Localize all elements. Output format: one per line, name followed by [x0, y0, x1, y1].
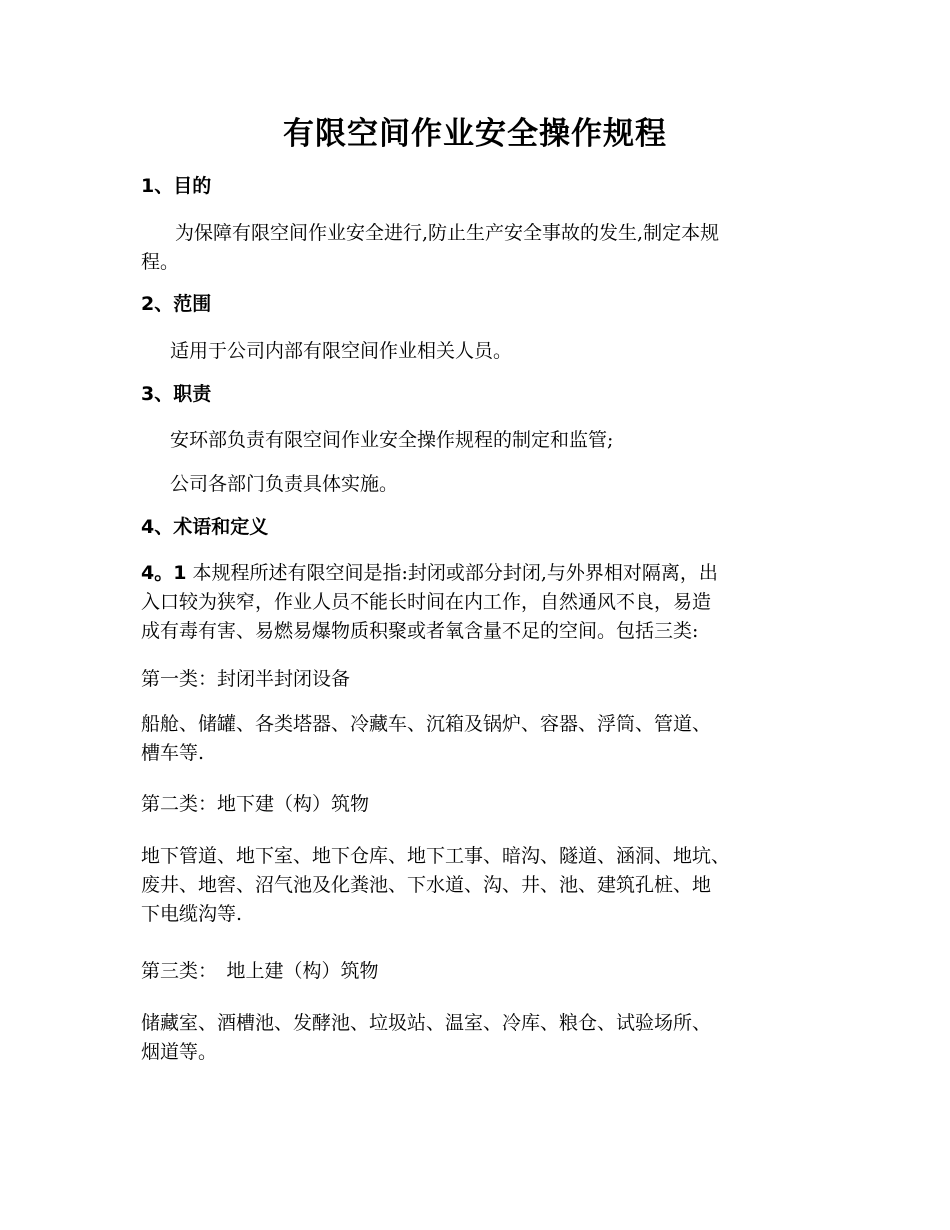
- category-1-list: [141, 710, 811, 768]
- duties-line-2: 公司各部门负责具体实施。: [170, 473, 399, 495]
- purpose-line-1: 为保障有限空间作业安全进行,防止生产安全事故的发生,制定本规: [175, 222, 720, 244]
- section-heading-terms: 4、术语和定义: [141, 516, 269, 538]
- category-3-title: [141, 957, 811, 986]
- terms-clause-paragraph: [141, 559, 811, 646]
- category-2-title: [141, 790, 811, 819]
- terms-clause-line-2: 入口较为狭窄，作业人员不能长时间在内工作，自然通风不良，易造: [141, 591, 712, 613]
- category-3-line-1: 储藏室、酒槽池、发酵池、垃圾站、温室、冷库、粮仓、试验场所、: [141, 1012, 712, 1034]
- document-title: 有限空间作业安全操作规程: [283, 116, 667, 152]
- category-1-line-1: 船舱、储罐、各类塔器、冷藏车、沉箱及锅炉、容器、浮筒、管道、: [141, 713, 712, 735]
- category-2-list: [141, 842, 811, 929]
- category-3-line-2: 烟道等。: [141, 1041, 218, 1063]
- category-1-title-text: 第一类：封闭半封闭设备: [141, 668, 351, 690]
- duties-paragraph-2: [141, 470, 811, 499]
- category-3-title-text: 第三类： 地上建（构）筑物: [141, 960, 379, 982]
- category-2-line-1: 地下管道、地下室、地下仓库、地下工事、暗沟、隧道、涵洞、地坑、: [141, 845, 731, 867]
- section-heading-duties: 3、职责: [141, 383, 212, 405]
- category-2-title-text: 第二类：地下建（构）筑物: [141, 793, 370, 815]
- category-1-title: [141, 665, 811, 694]
- category-1-line-2: 槽车等.: [141, 742, 205, 764]
- terms-clause-line-1: [141, 559, 811, 588]
- duties-line-1: 安环部负责有限空间作业安全操作规程的制定和监管;: [170, 429, 614, 451]
- category-2-line-2: 废井、地窖、沼气池及化粪池、下水道、沟、井、池、建筑孔桩、地: [141, 874, 712, 896]
- section-heading-purpose: 1、目的: [141, 175, 212, 197]
- purpose-paragraph: [141, 219, 811, 277]
- duties-paragraph-1: [141, 426, 811, 455]
- category-3-list: [141, 1009, 811, 1067]
- terms-clause-line-3: 成有毒有害、易燃易爆物质积聚或者氧含量不足的空间。包括三类:: [141, 620, 699, 642]
- scope-line: 适用于公司内部有限空间作业相关人员。: [170, 340, 513, 362]
- scope-paragraph: [141, 337, 811, 366]
- purpose-line-2: 程。: [141, 251, 180, 273]
- section-heading-scope: 2、范围: [141, 293, 212, 315]
- category-2-line-3: 下电缆沟等.: [141, 903, 243, 925]
- clause-number: 4。1: [141, 562, 187, 584]
- clause-text-line-1: 本规程所述有限空间是指:封闭或部分封闭,与外界相对隔离，出: [186, 562, 718, 584]
